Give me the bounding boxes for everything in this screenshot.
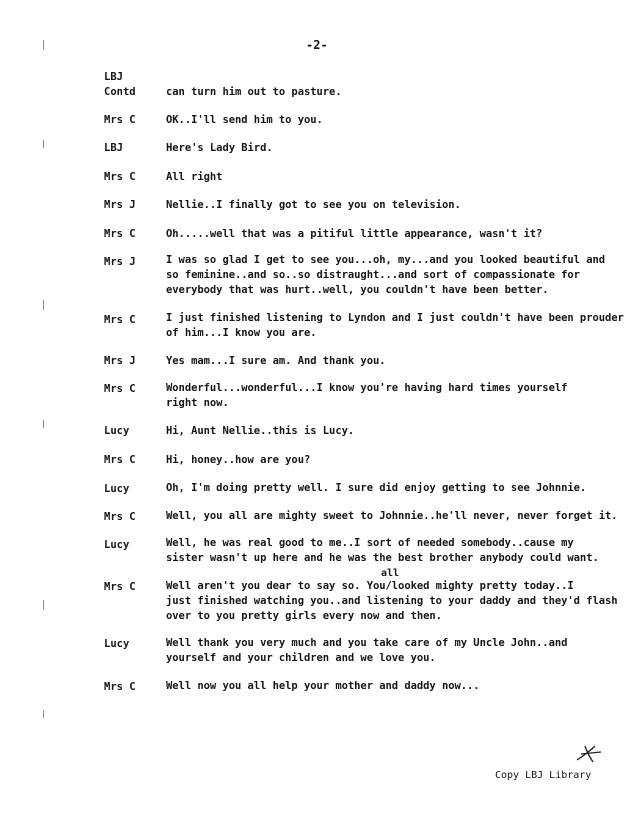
dialogue-line: over to you pretty girls every now and then. (166, 610, 442, 622)
left-edge-mark (43, 710, 44, 718)
dialogue-line: can turn him out to pasture. (166, 86, 342, 98)
speaker-label: Mrs J (104, 256, 136, 268)
speaker-label: Mrs C (104, 454, 136, 466)
dialogue-line: Well aren't you dear to say so. You/looked mighty pretty today..I (166, 580, 574, 592)
handwritten-insertion: all (381, 568, 400, 579)
speaker-label: Mrs C (104, 114, 136, 126)
dialogue-line: Yes mam...I sure am. And thank you. (166, 355, 386, 367)
dialogue-line: sister wasn't up here and he was the best brother anybody could want. (166, 552, 599, 564)
dialogue-line: Nellie..I finally got to see you on television. (166, 199, 461, 211)
speaker-label: Mrs J (104, 199, 136, 211)
dialogue-line: I was so glad I get to see you...oh, my...and you looked beautiful and (166, 254, 606, 266)
dialogue-line: just finished watching you..and listening to your daddy and they'd flash (166, 595, 618, 607)
left-edge-mark (43, 600, 44, 610)
left-edge-mark (43, 140, 44, 148)
dialogue-line: Here's Lady Bird. (166, 142, 273, 154)
speaker-label: Lucy (104, 539, 130, 551)
speaker-label: Mrs C (104, 171, 136, 183)
dialogue-line: Hi, honey..how are you? (166, 454, 311, 466)
dialogue-line: Well, he was real good to me..I sort of needed somebody..cause my (166, 537, 574, 549)
dialogue-line: Well thank you very much and you take care of my Uncle John..and (166, 637, 568, 649)
dialogue-line: Well now you all help your mother and daddy now... (166, 680, 480, 692)
speaker-label: Mrs C (104, 681, 136, 693)
speaker-label: Mrs C (104, 581, 136, 593)
dialogue-line: OK..I'll send him to you. (166, 114, 323, 126)
speaker-label: LBJ (104, 142, 123, 154)
dialogue-line: Hi, Aunt Nellie..this is Lucy. (166, 425, 355, 437)
handwritten-mark-icon (575, 742, 603, 764)
page-number: -2- (306, 38, 328, 52)
dialogue-line: of him...I know you are. (166, 327, 317, 339)
dialogue-line: I just finished listening to Lyndon and I just couldn't have been prouder (166, 312, 624, 324)
speaker-label: LBJ (104, 71, 123, 83)
speaker-label: Lucy (104, 638, 130, 650)
speaker-label: Lucy (104, 483, 130, 495)
left-edge-mark (43, 420, 44, 428)
speaker-label: Mrs C (104, 511, 136, 523)
speaker-label: Mrs J (104, 355, 136, 367)
left-edge-mark (43, 40, 44, 50)
dialogue-line: Oh, I'm doing pretty well. I sure did enjoy getting to see Johnnie. (166, 482, 587, 494)
speaker-label: Mrs C (104, 228, 136, 240)
dialogue-line: everybody that was hurt..well, you couldn't have been better. (166, 284, 549, 296)
dialogue-line: yourself and your children and we love you. (166, 652, 436, 664)
left-edge-mark (43, 300, 44, 310)
dialogue-line: right now. (166, 397, 229, 409)
speaker-label: Mrs C (104, 314, 136, 326)
speaker-label: Lucy (104, 425, 130, 437)
dialogue-line: Oh.....well that was a pitiful little appearance, wasn't it? (166, 228, 543, 240)
dialogue-line: Well, you all are mighty sweet to Johnnie..he'll never, never forget it. (166, 510, 618, 522)
dialogue-line: All right (166, 171, 223, 183)
speaker-label: Contd (104, 86, 136, 98)
speaker-label: Mrs C (104, 383, 136, 395)
dialogue-line: so feminine..and so..so distraught...and sort of compassionate for (166, 269, 580, 281)
dialogue-line: Wonderful...wonderful...I know you're having hard times yourself (166, 382, 568, 394)
footer-label: Copy LBJ Library (495, 770, 592, 781)
